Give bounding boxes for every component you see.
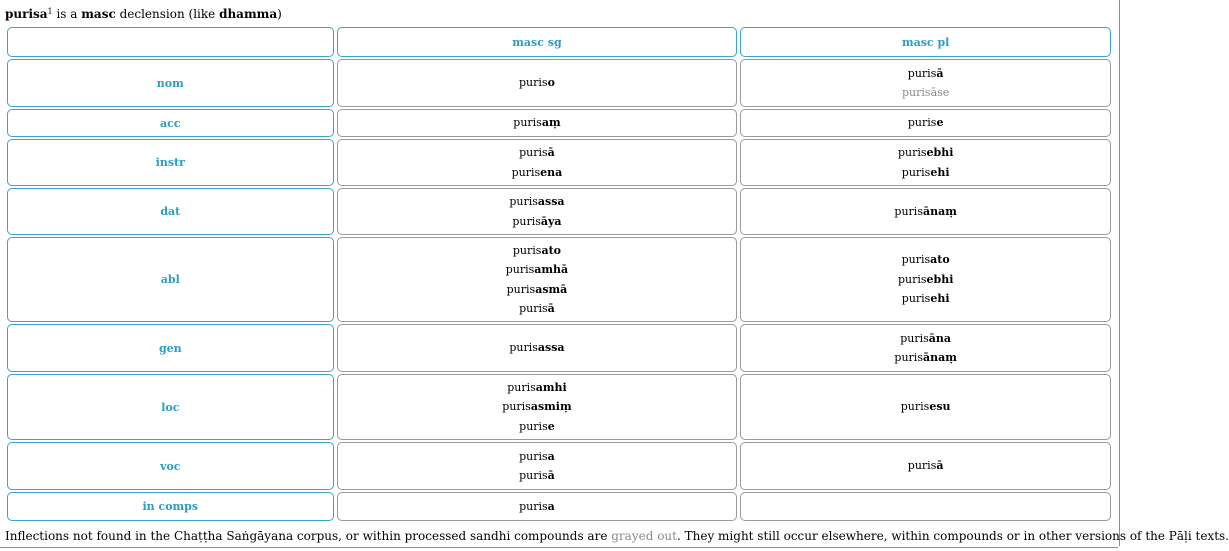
form-ending: asmā — [535, 282, 568, 296]
case-label: nom — [7, 59, 334, 107]
inflection-form — [741, 163, 1110, 183]
form-stem: puris — [901, 292, 931, 306]
header-corner — [7, 27, 334, 57]
header-masc-sg: masc sg — [337, 27, 738, 57]
declension-heading — [5, 4, 282, 22]
inflection-form — [338, 447, 737, 467]
inflection-form — [338, 497, 737, 517]
form-ending: ena — [540, 165, 563, 179]
form-ending: āse — [930, 86, 950, 99]
form-stem: puris — [512, 243, 542, 257]
masc-pl-cell — [740, 139, 1111, 186]
inflection-form — [338, 378, 737, 398]
inflection-form — [741, 143, 1110, 163]
inflection-form — [741, 329, 1110, 349]
inflection-form — [338, 466, 737, 486]
inflection-form — [338, 192, 737, 212]
form-ending: ā — [547, 302, 555, 315]
case-label: loc — [7, 374, 334, 440]
masc-sg-cell — [337, 442, 738, 490]
inflection-form — [338, 212, 737, 232]
form-ending: ehi — [930, 165, 950, 179]
form-stem: puris — [519, 76, 548, 90]
form-stem: puris — [907, 459, 937, 473]
heading-pattern: dhamma — [219, 7, 278, 21]
form-ending: ebhi — [926, 272, 954, 286]
form-stem: puris — [506, 282, 536, 296]
form-stem: puris — [509, 341, 538, 355]
inflection-form — [338, 338, 737, 358]
case-label: in comps — [7, 492, 334, 521]
inflection-form — [338, 163, 737, 183]
inflection-form — [338, 299, 737, 319]
masc-pl-cell — [740, 188, 1111, 235]
form-ending: e — [547, 419, 555, 433]
inflection-form — [338, 241, 737, 261]
form-stem: puris — [519, 499, 548, 513]
form-stem: puris — [901, 165, 931, 179]
form-ending: ā — [936, 459, 944, 473]
heading-text-3: ) — [277, 7, 282, 21]
inflection-form — [741, 250, 1110, 270]
form-stem: puris — [513, 116, 542, 130]
inflection-form — [741, 270, 1110, 290]
masc-pl-cell — [740, 442, 1111, 490]
table-row — [7, 188, 1111, 235]
masc-sg-cell — [337, 324, 738, 372]
heading-text-1: is a — [52, 7, 82, 21]
form-stem: puris — [897, 272, 927, 286]
inflection-form — [338, 143, 737, 163]
declension-table — [4, 25, 1114, 523]
inflection-form — [741, 289, 1110, 309]
masc-sg-cell — [337, 109, 738, 137]
form-ending: esu — [929, 400, 951, 414]
footer-text-1: Inflections not found in the Chaṭṭha Saṅgāyana corpus, or within processed sandhi compounds are — [5, 529, 612, 543]
form-ending: ā — [547, 146, 555, 159]
form-stem: puris — [900, 400, 930, 414]
form-ending: aṃ — [541, 116, 561, 130]
masc-sg-cell — [337, 374, 738, 440]
form-stem: puris — [512, 214, 541, 228]
form-stem: puris — [519, 146, 548, 159]
form-ending: a — [547, 449, 555, 463]
heading-text-2: declension (like — [115, 7, 220, 21]
masc-pl-cell — [740, 492, 1111, 521]
table-row — [7, 492, 1111, 521]
form-ending: a — [547, 499, 555, 513]
form-ending: amhā — [534, 263, 569, 276]
case-label: abl — [7, 237, 334, 322]
inflection-form — [741, 113, 1110, 133]
table-row — [7, 324, 1111, 372]
masc-pl-cell — [740, 374, 1111, 440]
inflection-form — [338, 73, 737, 93]
form-stem: puris — [897, 146, 927, 159]
inflection-form — [741, 397, 1110, 417]
form-stem: puris — [519, 449, 548, 463]
form-stem: puris — [894, 204, 923, 218]
masc-sg-cell — [337, 188, 738, 235]
inflection-form — [338, 417, 737, 437]
form-ending: ānaṃ — [922, 351, 957, 364]
right-divider — [1119, 0, 1120, 546]
masc-pl-cell — [740, 237, 1111, 322]
case-label: acc — [7, 109, 334, 137]
form-ending: ā — [547, 469, 555, 482]
bottom-divider — [0, 547, 1118, 548]
form-ending: ānaṃ — [922, 204, 957, 218]
form-ending: assa — [537, 341, 565, 355]
inflection-form — [741, 64, 1110, 84]
form-stem: puris — [502, 400, 531, 414]
header-masc-pl: masc pl — [740, 27, 1111, 57]
table-header-row — [7, 27, 1111, 57]
case-label: dat — [7, 188, 334, 235]
form-stem: puris — [519, 469, 548, 482]
footer-note — [5, 528, 1229, 544]
table-row — [7, 442, 1111, 490]
form-ending: assa — [537, 195, 565, 208]
form-stem: puris — [907, 116, 937, 130]
form-ending: asmiṃ — [530, 400, 572, 414]
masc-sg-cell — [337, 59, 738, 107]
table-row — [7, 139, 1111, 186]
form-stem: puris — [505, 263, 535, 276]
form-stem: puris — [509, 195, 538, 208]
case-label: voc — [7, 442, 334, 490]
form-ending: ato — [541, 243, 561, 257]
inflection-form — [338, 280, 737, 300]
form-ending: ebhi — [926, 146, 954, 159]
inflection-form-grayed — [741, 83, 1110, 103]
form-ending: ato — [930, 253, 950, 267]
headword: purisa — [5, 7, 48, 21]
table-row — [7, 59, 1111, 107]
inflection-form — [741, 456, 1110, 476]
masc-sg-cell — [337, 139, 738, 186]
inflection-form — [741, 348, 1110, 368]
form-stem: puris — [511, 165, 541, 179]
heading-gender: masc — [81, 7, 116, 21]
form-ending: e — [936, 116, 944, 130]
masc-pl-cell — [740, 109, 1111, 137]
form-stem: puris — [902, 86, 931, 99]
inflection-form — [338, 397, 737, 417]
masc-sg-cell — [337, 492, 738, 521]
case-label: instr — [7, 139, 334, 186]
form-stem: puris — [894, 351, 923, 364]
form-stem: puris — [519, 419, 548, 433]
form-stem: puris — [507, 380, 536, 394]
masc-sg-cell — [337, 237, 738, 322]
case-label: gen — [7, 324, 334, 372]
form-ending: o — [547, 76, 555, 90]
table-row — [7, 237, 1111, 322]
form-stem: puris — [901, 253, 931, 267]
form-ending: ehi — [930, 292, 950, 306]
form-stem: puris — [519, 302, 548, 315]
form-ending: ā — [936, 66, 944, 80]
form-ending: āya — [540, 214, 562, 228]
inflection-form — [338, 260, 737, 280]
masc-pl-cell — [740, 324, 1111, 372]
table-row — [7, 109, 1111, 137]
inflection-form — [741, 202, 1110, 222]
form-ending: āna — [928, 331, 952, 345]
form-stem: puris — [907, 66, 937, 80]
form-stem: puris — [900, 331, 929, 345]
table-row — [7, 374, 1111, 440]
masc-pl-cell — [740, 59, 1111, 107]
inflection-form — [338, 113, 737, 133]
homonym-number: 1 — [47, 7, 53, 16]
footer-grayed-example: grayed out — [611, 529, 677, 543]
footer-text-2: . They might still occur elsewhere, within compounds or in other versions of the Pāḷi texts. — [676, 529, 1229, 543]
form-ending: amhi — [535, 380, 567, 394]
